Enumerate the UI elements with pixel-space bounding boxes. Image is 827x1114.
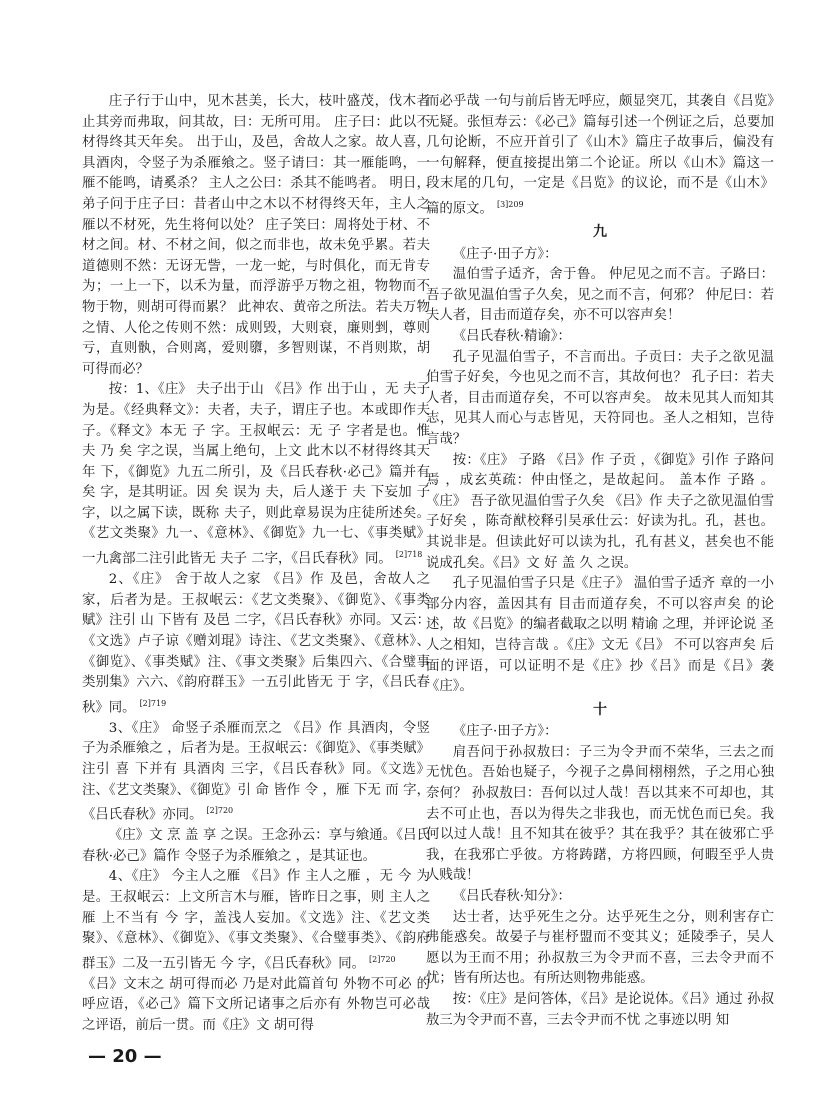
- paragraph-text: 《吕》文末之 胡可得而必 乃是对此篇首句 外物不可必 的呼应语，《必己》篇下文所记诸事之后亦有 外物岂可必哉 之评语，前后一贯。而《庄》文 胡可得: [82, 976, 430, 1033]
- paragraph: [426, 990, 774, 1031]
- citation-ref: [2]718: [395, 550, 423, 560]
- paragraph-text: 肩吾问于孙叔敖曰：子三为令尹而不荣华，三去之而无忧色。吾始也疑子，今视子之鼻间栩栩然，子之用心独奈何？ 孙叔敖曰：吾何以过人哉！吾以其来不可却也，其去不可止也，吾以为得失之非我也，而无忧色而已矣。我何以过人哉！且不知其在彼乎？其在我乎？其在彼邪亡乎我，在我邪亡乎彼。方将踌躇，方将四顾，何暇至乎人贵人贱哉！: [426, 744, 774, 884]
- paragraph: [82, 570, 430, 719]
- paragraph-text: 《吕氏春秋·知分》：: [452, 889, 571, 905]
- paragraph-text: 达士者，达乎死生之分。达乎死生之分，则利害存亡弗能惑矣。故晏子与崔杼盟而不变其义；延陵季子，吴人愿以为王而不用；孙叔敖三为令尹而不喜，三去令尹而不忧；皆有所达也。有所达则物弗能惑。: [426, 909, 774, 987]
- paragraph-text: 《吕氏春秋·精谕》：: [452, 329, 571, 344]
- paragraph: [426, 722, 774, 743]
- paragraph-text: 孔子见温伯雪子只是《庄子》 温伯雪子适齐 章的一小部分内容，盖因其有 目击而道存矣，不可以容声矣 的论述，故《吕览》的编者截取之以明 精谕 之理，并评论说 圣人之相知，岂待言哉 。《庄》文无《吕》 不可以容声矣 后面的评语，可以证明不是《庄》抄《吕》而是《吕》袭《庄》。: [426, 576, 774, 695]
- paragraph-text: 《庄子·田子方》：: [452, 724, 558, 740]
- section-heading: [426, 222, 774, 243]
- citation-ref: [3]209: [496, 199, 524, 209]
- left-column: [82, 92, 430, 1037]
- paragraph-text: 按：《庄》是问答体，《吕》是论说体。《吕》通过 孙叔敖三为令尹而不喜，三去令尹而不忧 之事迹以明 知: [426, 992, 774, 1028]
- paragraph: [426, 887, 774, 908]
- paragraph-text: 3、《庄》 命竖子杀雁而烹之 《吕》作 具酒肉，令竖子为杀雁飨之 ，后者为是。王叔岷云：《御览》、《事类赋》注引 喜 下并有 具酒肉 三字，《吕氏春秋》同。《文选》注、《艺文类聚》、《御览》引 命 皆作 令 ，雁 下无 而 字，《吕氏春秋》亦同。: [82, 720, 430, 823]
- paragraph: [82, 92, 430, 380]
- paragraph: [426, 327, 774, 348]
- paragraph: [426, 908, 774, 990]
- paragraph: [426, 265, 774, 327]
- right-column: [426, 92, 774, 1031]
- paragraph-text: 温伯雪子适齐，舍于鲁。 仲尼见之而不言。子路曰：吾子欲见温伯雪子久矣，见之而不言，何邪？ 仲尼曰：若夫人者，目击而道存矣，亦不可以容声矣！: [426, 267, 774, 324]
- paragraph-text: 按：《庄》 子路 《吕》作 子贡 ，《御览》引作 子路问焉 ，成玄英疏：仲由怪之，是故起问。 盖本作 子路 。《庄》 吾子欲见温伯雪子久矣 《吕》作 夫子之欲见温伯雪子好矣 ，陈奇猷校释引吴承仕云：好读为扎。孔，甚也。 其说非是。但读此好可以读为扎，孔有甚义，甚矣也不能说成孔矣。《吕》文 好 盖 久 之误。: [426, 452, 774, 571]
- citation-ref: [2]719: [139, 698, 167, 708]
- paragraph-text: 2、《庄》 舍于故人之家 《吕》作 及邑，舍故人之家，后者为是。王叔岷云：《艺文类聚》、《御览》、《事类赋》注引 山 下皆有 及邑 二字，《吕氏春秋》亦同。又云：《文选》卢子谅《赠刘琨》诗注、《艺文类聚》、《意林》、《御览》、《事类赋》注、《事文类聚》后集四六、《合璧事类别集》六六、《韵府群玉》一五引此皆无 于 字，《吕氏春秋》同。: [82, 572, 430, 716]
- paragraph-text: 《庄》文 烹 盖 享 之误。王念孙云：享与飨通。《吕氏春秋·必己》篇作 令竖子为杀雁飨之 ，是其证也。: [82, 828, 430, 864]
- paragraph-text: 而必乎哉 一句与前后皆无呼应，颇显突兀，其袭自《吕览》无疑。张恒寿云：《必己》篇每引述一个例证之后，总要加几句论断，不应开首引了《山木》篇庄子故事后，偏没有一句解释，便直接提出第二个论证。所以《山木》篇这一段末尾的几句，一定是《吕览》的议论，而不是《山木》篇的原文。: [426, 94, 774, 217]
- paragraph: [426, 743, 774, 887]
- section-heading: [426, 700, 774, 721]
- paragraph-text: 4、《庄》 今主人之雁 《吕》作 主人之雁 ，无 今 为是。王叔岷云：上文所言木与雁，皆昨日之事，则 主人之雁 上不当有 今 字，盖浅人妄加。《文选》注、《艺文类聚》、《意林》、《御览》、《事文类聚》、《合璧事类》、《韵府群玉》二及一五引皆无 今 字，《吕氏春秋》同。: [82, 869, 430, 972]
- paragraph: [82, 975, 430, 1037]
- paragraph: [82, 867, 430, 974]
- paragraph: [82, 826, 430, 867]
- paragraph-text: 九: [593, 224, 607, 241]
- page-number: — 20 —: [88, 1046, 162, 1067]
- citation-ref: [2]720: [369, 954, 396, 964]
- paragraph: [82, 719, 430, 826]
- paragraph: [426, 348, 774, 451]
- paragraph: [426, 245, 774, 266]
- paragraph: [426, 451, 774, 575]
- paragraph: [426, 574, 774, 698]
- paragraph: [82, 380, 430, 570]
- paragraph: [426, 92, 774, 220]
- citation-ref: [2]720: [206, 806, 234, 816]
- paragraph-text: 十: [593, 701, 607, 718]
- paragraph-text: 孔子见温伯雪子，不言而出。子贡曰：夫子之欲见温伯雪子好矣，今也见之而不言，其故何也？ 孔子曰：若夫人者，目击而道存矣，不可以容声矣。 故未见其人而知其志，见其人而心与志皆见，天符同也。圣人之相知，岂待言哉？: [426, 349, 774, 447]
- paragraph-text: 庄子行于山中，见木甚美，长大，枝叶盛茂，伐木者止其旁而弗取，问其故，曰：无所可用。 庄子曰：此以不材得终其天年矣。 出于山，及邑，舍故人之家。故人喜，具酒肉，令竖子为杀雁飨之。竖子请曰：其一雁能鸣，一雁不能鸣，请奚杀？ 主人之公曰：杀其不能鸣者。 明日，弟子问于庄子曰：昔者山中之木以不材得终天年，主人之雁以不材死，先生将何以处？ 庄子笑曰：周将处于材、不材之间。材、不材之间，似之而非也，故未免乎累。若夫道德则不然：无讶无訾，一龙一蛇，与时俱化，而无肯专为；一上一下，以禾为量，而浮游乎万物之祖，物物而不物于物，则胡可得而累？ 此神农、黄帝之所法。若夫万物之情、人伦之传则不然：成则毁，大则衰，廉则剉，尊则亏，直则骫，合则离，爱则隳，多智则谋，不肖则欺，胡可得而必？: [82, 94, 430, 377]
- paragraph-text: 按：1、《庄》 夫子出于山 《吕》作 出于山 ，无 夫子 为是。《经典释文》：夫者，夫子，谓庄子也。本或即作夫子。《释文》本无 子 字。王叔岷云：无 子 字者是也。惟 夫 乃 矣 字之误，当属上绝句，上文 此木以不材得终其天年 下，《御览》九五二所引，及《吕氏春秋·必己》篇并有 矣 字，是其明证。因 矣 误为 夫，后人遂于 夫 下妄加 子 字，以之属下读，既称 夫子，则此章易误为庄徒所述矣。《艺文类聚》九一、《意林》、《御览》九一七、《事类赋》一九禽部二注引此皆无 夫子 二字，《吕氏春秋》同。: [82, 382, 430, 567]
- paragraph-text: 《庄子·田子方》：: [452, 246, 558, 262]
